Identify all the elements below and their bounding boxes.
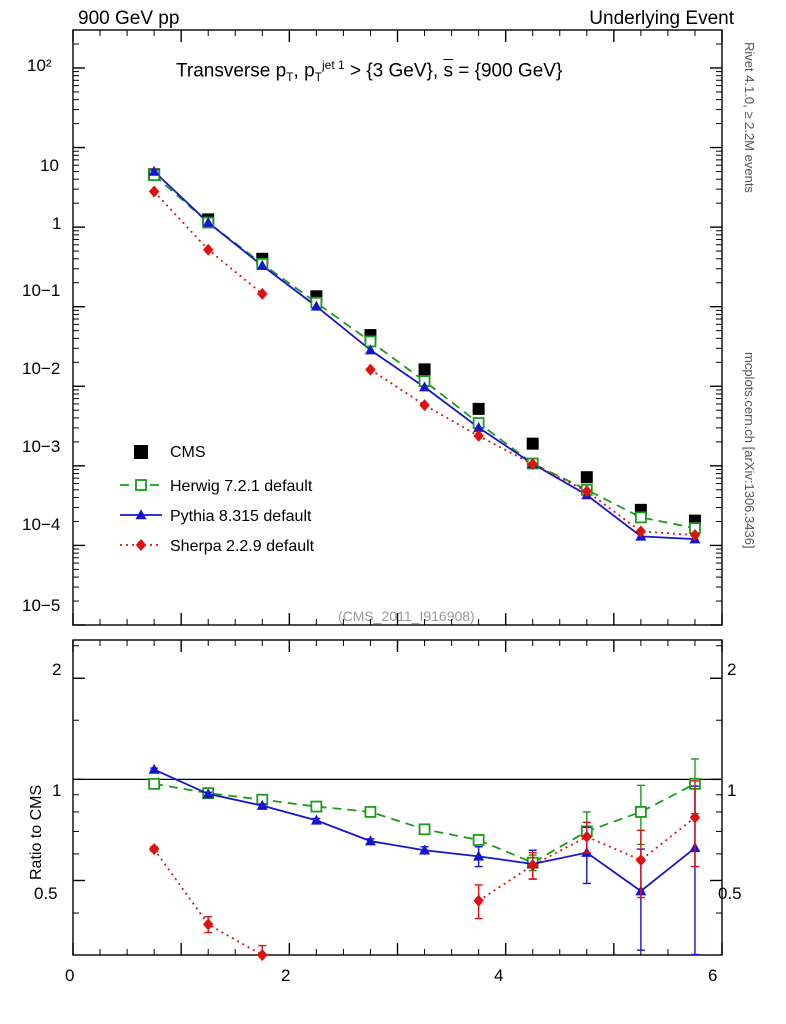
title-part-a: Transverse p [176,60,287,82]
ratio-marker-3-6 [473,895,484,907]
ratio-marker-1-3 [311,802,321,812]
xtick-2: 2 [281,966,291,985]
ratio-marker-3-2 [257,949,268,961]
marker-1-9 [636,512,646,522]
ratio-ytick-1-left: 1 [52,781,62,800]
marker-3-0 [149,186,160,198]
marker-0-6 [473,403,485,415]
title-part-c: > {3 GeV}, [344,60,444,82]
title-sub-b: T [314,70,322,85]
ytick-1e-3: 10−3 [22,437,61,456]
legend-label-2: Pythia 8.315 default [170,508,312,525]
side-label-rivet: Rivet 4.1.0, ≥ 2.2M events [742,42,757,193]
xtick-0: 0 [65,966,75,985]
ratio-marker-3-9 [636,854,647,866]
ratio-marker-1-5 [420,824,430,834]
ratio-marker-3-0 [149,843,160,855]
xtick-6: 6 [708,966,718,985]
dataset-watermark: (CMS_2011_I916908) [338,608,475,624]
ratio-ytick-05-right: 0.5 [718,884,742,903]
ratio-marker-1-0 [149,779,159,789]
ytick-1: 1 [52,214,62,233]
ytick-1e-1: 10−1 [22,281,61,300]
ytick-1e-4: 10−4 [22,515,61,534]
legend-marker-3 [136,539,147,551]
legend-marker-1 [136,480,146,490]
legend-label-3: Sherpa 2.2.9 default [170,538,315,555]
ytick-10: 10 [40,156,59,175]
ratio-marker-1-6 [474,835,484,845]
ratio-marker-1-4 [365,807,375,817]
ratio-ytick-2-left: 2 [52,660,62,679]
marker-3-9 [636,525,647,537]
title-part-e: = {900 GeV} [452,60,563,82]
ratio-line-3 [154,818,695,955]
ytick-1e-2: 10−2 [22,359,61,378]
title-sup-b: jet 1 [321,58,345,72]
title-sub-a: T [286,70,294,85]
header-left: 900 GeV pp [78,8,180,29]
series-line-2 [154,171,695,539]
ratio-marker-3-1 [203,918,214,930]
ytick-1e2: 10² [27,56,52,75]
legend-label-0: CMS [170,444,206,461]
series-line-1 [154,175,695,528]
title-sqrt-s: $\overline{s}$ [443,60,453,82]
legend-label-1: Herwig 7.2.1 default [170,478,313,495]
ytick-1e-5: 10−5 [22,596,61,615]
marker-0-5 [419,363,431,375]
ratio-panel-frame [73,640,722,955]
side-label-mcplots: mcplots.cern.ch [arXiv:1306.3436] [742,352,757,549]
xtick-4: 4 [494,966,504,985]
ratio-ytick-1-right: 1 [727,781,737,800]
legend-marker-0 [134,445,148,459]
marker-3-4 [365,364,376,376]
ratio-axis-label: Ratio to CMS [28,784,45,880]
marker-3-2 [257,288,268,300]
main-panel-frame [73,30,722,625]
marker-3-5 [419,399,430,411]
title-part-b: , p [293,60,315,82]
ratio-ytick-05-left: 0.5 [34,884,58,903]
ratio-marker-1-9 [636,807,646,817]
marker-0-8 [581,471,593,483]
header-right: Underlying Event [589,8,734,29]
marker-0-7 [527,438,539,450]
ratio-ytick-2-right: 2 [727,660,737,679]
